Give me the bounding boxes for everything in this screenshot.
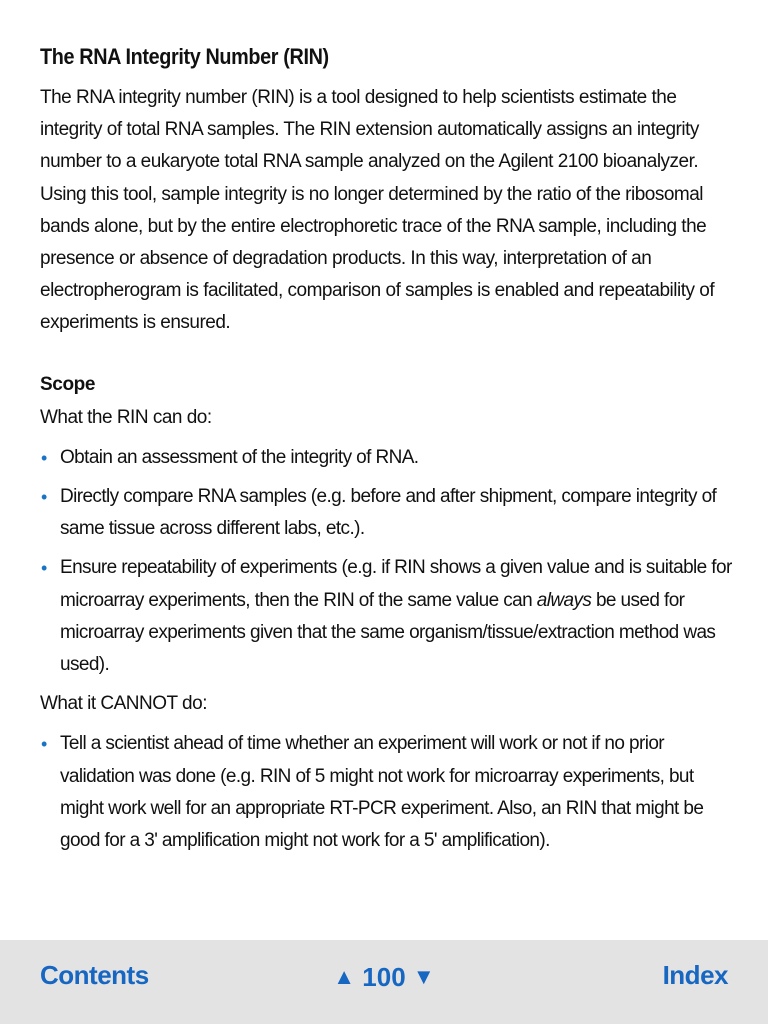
- previous-page-arrow-icon[interactable]: ▲: [333, 964, 356, 990]
- page-title: The RNA Integrity Number (RIN): [40, 44, 329, 69]
- list-item-text: Directly compare RNA samples (e.g. before and after shipment, compare integrity of same tissue across different labs, etc.).: [60, 486, 717, 540]
- cannot-intro: What it CANNOT do:: [40, 693, 207, 715]
- contents-link[interactable]: Contents: [40, 960, 149, 990]
- emphasis-text: always: [536, 589, 592, 611]
- list-item-text-before: Ensure repeatability of experiments (e.g. if RIN shows a given value and is suitable for microarray experiments, then the RIN of the same value can: [60, 557, 732, 611]
- can-list: [40, 442, 732, 681]
- can-intro: What the RIN can do:: [40, 406, 212, 428]
- bullet-icon: •: [41, 558, 47, 579]
- index-link[interactable]: Index: [662, 960, 728, 990]
- next-page-arrow-icon[interactable]: ▼: [412, 964, 435, 990]
- list-item: [40, 728, 732, 857]
- list-item: [40, 442, 732, 474]
- page-content: [40, 44, 732, 864]
- list-item: [40, 552, 732, 681]
- list-item: [40, 481, 732, 545]
- footer-nav-bar: [0, 940, 768, 1024]
- bullet-icon: •: [41, 734, 47, 755]
- list-item-text-after: be used for microarray experiments given that the same organism/tissue/extraction method was used).: [60, 589, 716, 676]
- list-item-text: Obtain an assessment of the integrity of RNA.: [60, 446, 419, 468]
- page-number: 100: [362, 961, 406, 992]
- cannot-list: [40, 728, 732, 857]
- bullet-icon: •: [41, 447, 47, 468]
- intro-paragraph: The RNA integrity number (RIN) is a tool designed to help scientists estimate the integrity of total RNA samples. The RIN extension automatically assigns an integrity number to a eukaryote total RNA sample analyzed on the Agilent 2100 bioanalyzer. Using this tool, sample integrity is no longer determined by the ratio of the ribosomal bands alone, but by the entire electrophoretic trace of the RNA sample, including the presence or absence of degradation products. In this way, interpretation of an electropherogram is facilitated, comparison of samples is enabled and repeatability of experiments is ensured.: [40, 87, 715, 334]
- bullet-icon: •: [41, 487, 47, 508]
- list-item-text: Tell a scientist ahead of time whether an experiment will work or not if no prior validation was done (e.g. RIN of 5 might not work for microarray experiments, but might work well for an appropriate RT-PCR experiment. Also, an RIN that might be good for a 3' amplification might not work for a 5' amplification).: [60, 733, 704, 852]
- scope-heading: Scope: [40, 373, 96, 395]
